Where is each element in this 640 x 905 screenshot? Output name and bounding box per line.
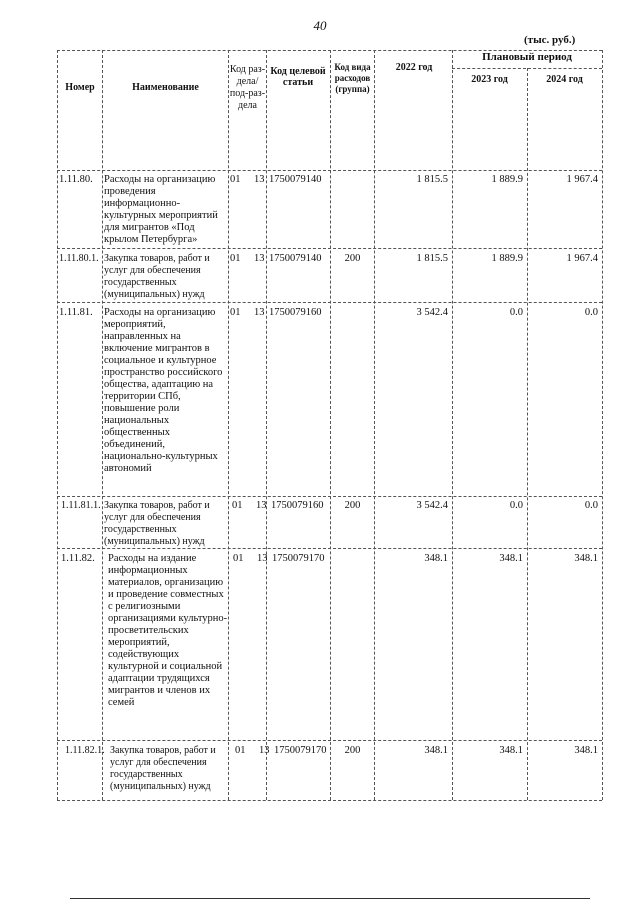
row-number: 1.11.80.1. [59,253,99,264]
row-target-code: 1750079140 [269,174,322,185]
row-value-2024: 1 967.4 [566,253,598,264]
row-expense-type: 200 [344,745,361,756]
row-number: 1.11.82. [61,553,95,564]
row-number: 1.11.81. [59,307,93,318]
row-value-2024: 1 967.4 [566,174,598,185]
row-section: 01 [230,307,241,318]
header-number: Номер [65,82,95,93]
row-value-2022: 1 815.5 [416,174,448,185]
row-number: 1.11.81.1. [61,500,101,511]
row-name: Закупка товаров, работ и услуг для обеспечения государственных (муниципальных) нужд [104,253,210,300]
row-value-2024: 0.0 [584,500,598,511]
row-target-code: 1750079170 [274,745,327,756]
header-year-2023: 2023 год [471,74,508,85]
row-value-2022: 3 542.4 [416,307,448,318]
header-expense-type-code: Код вида расходов (группа) [334,62,371,94]
row-value-2023: 0.0 [509,307,523,318]
row-value-2024: 348.1 [574,553,598,564]
page-bottom-rule [70,898,590,899]
header-target-code: Код целевой статьи [270,66,326,88]
row-name: Расходы на издание информационных материалов, организацию и проведение совместных с религиозными организациями культурно-просветительских мероприятий, содействующих культурной и социальной адаптации трудящихся мигрантов и членов их семей [108,553,228,708]
row-target-code: 1750079140 [269,253,322,264]
row-name: Расходы на организацию проведения информационно-культурных мероприятий для мигрантов «Под крылом Петербурга» [104,174,218,245]
header-section-code: Код раз-дела/ под-раз-дела [229,64,266,111]
row-name: Закупка товаров, работ и услуг для обеспечения государственных (муниципальных) нужд [104,500,210,547]
row-target-code: 1750079160 [269,307,322,318]
row-number: 1.11.82.1. [65,745,105,756]
row-name: Закупка товаров, работ и услуг для обеспечения государственных (муниципальных) нужд [110,745,216,792]
row-value-2023: 348.1 [499,553,523,564]
header-year-2024: 2024 год [546,74,583,85]
row-expense-type: 200 [344,253,361,264]
page-number: 40 [313,18,327,33]
row-subsection: 13 [256,500,267,511]
row-number: 1.11.80. [59,174,93,185]
row-value-2022: 348.1 [424,745,448,756]
row-value-2022: 3 542.4 [416,500,448,511]
row-target-code: 1750079170 [272,553,325,564]
row-subsection: 13 [257,553,268,564]
row-name: Расходы на организацию мероприятий, направленных на включение мигрантов в социальное и культурное пространство российского общества, адаптацию на территории СПб, повышение роли национальных общественных объединений, национально-культурных автономий [104,307,223,474]
row-value-2023: 348.1 [499,745,523,756]
row-subsection: 13 [259,745,270,756]
row-value-2023: 1 889.9 [491,174,523,185]
row-value-2022: 1 815.5 [416,253,448,264]
row-expense-type: 200 [344,500,361,511]
row-section: 01 [233,553,244,564]
row-subsection: 13 [254,174,265,185]
units-label: (тыс. руб.) [524,34,576,46]
row-value-2023: 0.0 [509,500,523,511]
row-section: 01 [230,174,241,185]
row-section: 01 [232,500,243,511]
row-value-2024: 348.1 [574,745,598,756]
row-subsection: 13 [254,307,265,318]
row-value-2024: 0.0 [584,307,598,318]
row-value-2022: 348.1 [424,553,448,564]
row-value-2023: 1 889.9 [491,253,523,264]
header-year-2022: 2022 год [395,62,433,73]
row-subsection: 13 [254,253,265,264]
row-section: 01 [230,253,241,264]
row-section: 01 [235,745,246,756]
row-target-code: 1750079160 [271,500,324,511]
header-planning-period: Плановый период [482,51,572,63]
header-name: Наименование [132,82,199,93]
